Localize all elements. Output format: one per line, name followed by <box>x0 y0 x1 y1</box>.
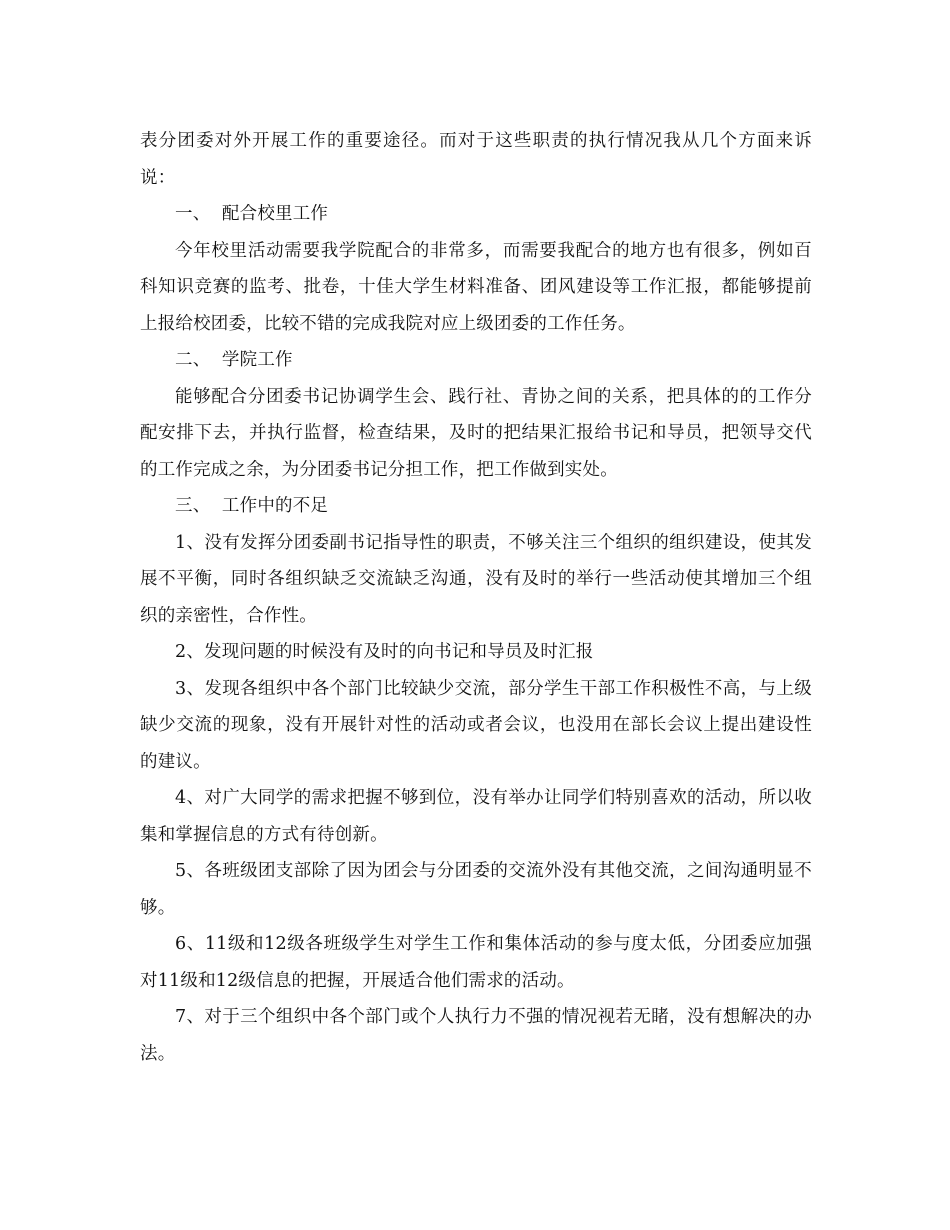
paragraph-shortcoming-6: 6、11级和12级各班级学生对学生工作和集体活动的参与度太低，分团委应加强对11级和12级信息的把握，开展适合他们需求的活动。 <box>140 934 812 991</box>
section-heading-2: 二、 学院工作 <box>175 350 293 370</box>
paragraph-shortcoming-1: 1、没有发挥分团委副书记指导性的职责，不够关注三个组织的组织建设，使其发展不平衡，同时各组织缺乏交流缺乏沟通，没有及时的举行一些活动使其增加三个组织的亲密性，合作性。 <box>140 532 812 626</box>
paragraph-college-work: 能够配合分团委书记协调学生会、践行社、青协之间的关系，把具体的的工作分配安排下去，并执行监督，检查结果，及时的把结果汇报给书记和导员，把领导交代的工作完成之余，为分团委书记分担工作，把工作做到实处。 <box>140 386 812 480</box>
paragraph-shortcoming-2: 2、发现问题的时候没有及时的向书记和导员及时汇报 <box>175 642 594 662</box>
document-body <box>140 123 812 1072</box>
section-heading-1: 一、 配合校里工作 <box>175 204 329 224</box>
paragraph-shortcoming-5: 5、各班级团支部除了因为团会与分团委的交流外没有其他交流，之间沟通明显不够。 <box>140 861 812 918</box>
paragraph-shortcoming-3: 3、发现各组织中各个部门比较缺少交流，部分学生干部工作积极性不高，与上级缺少交流的现象，没有开展针对性的活动或者会议，也没用在部长会议上提出建设性的建议。 <box>140 678 812 772</box>
section-heading-3: 三、 工作中的不足 <box>175 496 329 516</box>
paragraph-shortcoming-4: 4、对广大同学的需求把握不够到位，没有举办让同学们特别喜欢的活动，所以收集和掌握信息的方式有待创新。 <box>140 788 812 845</box>
paragraph-school-work: 今年校里活动需要我学院配合的非常多，而需要我配合的地方也有很多，例如百科知识竞赛的监考、批卷，十佳大学生材料准备、团风建设等工作汇报，都能够提前上报给校团委，比较不错的完成我院对应上级团委的工作任务。 <box>140 240 812 334</box>
paragraph-continuation: 表分团委对外开展工作的重要途径。而对于这些职责的执行情况我从几个方面来诉说： <box>140 131 812 188</box>
paragraph-shortcoming-7: 7、对于三个组织中各个部门或个人执行力不强的情况视若无睹，没有想解决的办法。 <box>140 1007 812 1064</box>
